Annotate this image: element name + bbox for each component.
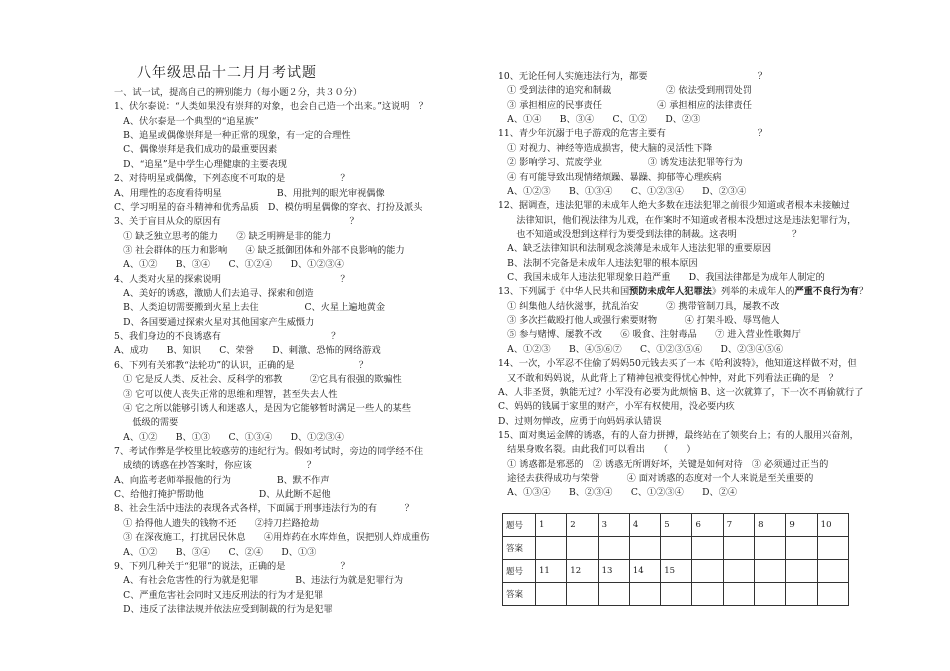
answer-cell[interactable]	[723, 537, 754, 560]
text-line: ① 诱惑都是邪恶的 ② 诱惑无所谓好坏，关键是如何对待 ③ 必须通过正当的	[498, 458, 829, 470]
question-number-cell: 7	[723, 514, 754, 537]
text-line: ① 它是反人类、反社会、反科学的邪教 ②它具有很强的欺骗性	[114, 374, 402, 386]
question-number-cell: 15	[661, 560, 692, 583]
text-line: ③ 社会群体的压力和影响 ④ 缺乏抵御团体和外部不良影响的能力	[114, 244, 405, 256]
text-line: 又不敢和妈妈说，从此背上了精神包袱变得忧心忡忡，对此下列看法正确的是 ？	[498, 372, 838, 384]
empty-cell	[786, 583, 817, 606]
answer-cell[interactable]	[629, 583, 660, 606]
empty-cell	[723, 560, 754, 583]
text-line: D、各国要通过探索火星对其他国家产生威慑力	[114, 316, 315, 328]
answer-cell[interactable]	[598, 537, 629, 560]
text-line: A、伏尔泰是一个典型的“追星族”	[114, 115, 259, 127]
text-line: B、追星或偶像崇拜是一种正常的现象，有一定的合理性	[114, 130, 351, 142]
text-line: A、有社会危害性的行为就是犯罪 B、违法行为就是犯罪行为	[114, 575, 404, 587]
text-line: A、①③④ B、②③④ C、①②③④ D、②④	[498, 487, 738, 499]
text-line: 5、我们身边的不良诱惑有 ？	[114, 331, 341, 343]
text-line: A、①④ B、③④ C、①② D、②③	[498, 114, 701, 126]
text-line: A、①②③ B、①③④ C、①②③④ D、②③④	[498, 185, 747, 197]
text-line: A、人非圣贤，孰能无过？小军没有必要为此烦恼 B、这一次就算了，下一次不再偷就行了	[498, 386, 864, 398]
text-line: 11、青少年沉溺于电子游戏的危害主要有 ？	[498, 128, 767, 140]
text-line: ① 缺乏独立思考的能力 ② 缺乏明辨是非的能力	[114, 230, 332, 242]
answer-table-row	[503, 560, 849, 583]
text-line: A、①② B、①③ C、①③④ D、①②③④	[114, 431, 344, 443]
answer-cell[interactable]	[536, 537, 567, 560]
text-line: A、缺乏法律知识和法制观念淡薄是未成年人违法犯罪的重要原因	[498, 243, 772, 255]
text-line: 14、一次，小军忍不住偷了妈妈50元钱去买了一本《哈利波特》，他知道这样做不对，但	[498, 358, 857, 370]
answer-table-row	[503, 537, 849, 560]
question-number-cell: 5	[661, 514, 692, 537]
text-line: 成绩的诱惑在抄答案时，你应该 ？	[114, 460, 317, 472]
answer-cell[interactable]	[536, 583, 567, 606]
question-number-label: 题号	[503, 514, 536, 537]
text-line: 2、对待明星或偶像，下列态度不可取的是 ？	[114, 173, 350, 185]
answer-cell[interactable]	[598, 583, 629, 606]
answer-cell[interactable]	[567, 537, 598, 560]
question-number-label: 题号	[503, 560, 536, 583]
answer-label: 答案	[503, 583, 536, 606]
answer-cell[interactable]	[661, 583, 692, 606]
answer-cell[interactable]	[786, 537, 817, 560]
text-line: ④ 有可能导致出现情绪烦躁、暴躁、抑郁等心理疾病	[498, 171, 722, 183]
text-line: A、①② B、③④ C、①②④ D、①②③④	[114, 259, 344, 271]
text-line: 7、考试作弊是学校里比较惑劳的违纪行为。假如考试时，旁边的同学经不住	[114, 446, 424, 457]
question-number-cell: 10	[817, 514, 848, 537]
answer-table-row	[503, 514, 849, 537]
text-line: 9、下列几种关于“犯罪”的说法，正确的是 ？	[114, 560, 350, 572]
text-line: 13、下列属于《中华人民共和国预防未成年人犯罪法》列举的未成年人的严重不良行为有？	[498, 286, 869, 298]
text-line: ③ 承担相应的民事责任 ④ 承担相应的法律责任	[498, 99, 752, 111]
text-line: A、①②③ B、④⑤⑥⑦ C、①②③⑤⑥ D、②③④⑤⑥	[498, 343, 784, 355]
text-line: B、人类迫切需要搬到火星上去住 C、火星上遍地黄金	[114, 302, 386, 314]
question-number-cell: 11	[536, 560, 567, 583]
question-number-cell: 2	[567, 514, 598, 537]
text-line: D、“追星”是中学生心理健康的主要表现	[114, 158, 287, 170]
question-number-cell: 8	[755, 514, 786, 537]
text-line: 1、伏尔泰说：“人类如果没有崇拜的对象，也会自己造一个出来。”这说明 ？	[114, 101, 428, 113]
text-line: 6、下列有关邪教“法轮功”的认识，正确的是 ？	[114, 359, 369, 371]
text-line: ④ 它之所以能够引诱人和迷惑人，是因为它能够暂时满足一些人的某些	[114, 402, 411, 414]
text-line: 结果身败名裂。由此我们可以看出 （ ）	[498, 444, 696, 456]
empty-cell	[817, 583, 848, 606]
text-line: ① 拾得他人遗失的钱物不还 ②持刀拦路抢劫	[114, 517, 320, 529]
text-line: ② 影响学习、荒废学业 ③ 诱发违法犯罪等行为	[498, 157, 743, 169]
text-line: ③ 在深夜施工，打扰居民休息 ④用炸药在水库炸鱼，误把别人炸成重伤	[114, 532, 430, 544]
answer-cell[interactable]	[661, 537, 692, 560]
question-number-cell: 3	[598, 514, 629, 537]
question-number-cell: 6	[692, 514, 723, 537]
answer-cell[interactable]	[755, 537, 786, 560]
text-line: ① 受到法律的追究和制裁 ② 依法受到刑罚处罚	[498, 85, 752, 97]
text-line: 12、据调查，违法犯罪的未成年人绝大多数在违法犯罪之前很少知道或者根本未接触过	[498, 200, 850, 212]
text-line: ③ 多次拦截殴打他人或强行索要财物 ④ 打架斗殴、辱骂他人	[498, 315, 780, 327]
question-number-cell: 4	[629, 514, 660, 537]
question-number-cell: 12	[567, 560, 598, 583]
text-line: B、法制不完备是未成年人违法犯罪的根本原因	[498, 257, 698, 269]
text-line: C、偶像崇拜是我们成功的最重要因素	[114, 144, 278, 156]
text-line: C、学习明星的奋斗精神和优秀品质 D、模仿明星偶像的穿衣、打扮及派头	[114, 201, 423, 213]
text-line: 8、社会生活中违法的表现各式各样，下面属于刑事违法行为的有 ？	[114, 503, 414, 515]
text-line: C、严重危害社会同时又违反刑法的行为才是犯罪	[114, 589, 324, 601]
text-line: D、过则勿惮改，应勇于向妈妈承认错误	[498, 415, 662, 427]
text-line: D、违反了法律法规并依法应受到制裁的行为是犯罪	[114, 603, 333, 615]
text-line: 低级的需要	[114, 417, 179, 429]
empty-cell	[817, 560, 848, 583]
question-number-cell: 13	[598, 560, 629, 583]
question-number-cell: 9	[786, 514, 817, 537]
empty-cell	[723, 583, 754, 606]
text-line: 15、面对奥运金牌的诱惑，有的人奋力拼搏，最终站在了领奖台上；有的人服用兴奋剂，	[498, 430, 859, 441]
answer-table	[502, 513, 849, 606]
empty-cell	[755, 560, 786, 583]
text-line: 一、试一试，提高自己的辨别能力（每小题２分，共３０分）	[114, 87, 363, 98]
answer-cell[interactable]	[817, 537, 848, 560]
text-line: 途径去获得成功与荣誉 ④ 面对诱惑的态度对一个人来说是至关重要的	[498, 473, 814, 485]
empty-cell	[692, 560, 723, 583]
empty-cell	[755, 583, 786, 606]
empty-cell	[692, 583, 723, 606]
text-line: 3、关于盲目从众的原因有 ？	[114, 216, 359, 228]
text-line: 也不知道或没想到这样行为要受到法律的制裁。这表明 ？	[498, 228, 802, 240]
text-line: 10、无论任何人实施违法行为，都要 ？	[498, 71, 767, 82]
answer-cell[interactable]	[629, 537, 660, 560]
text-line: A、美好的诱惑，激励人们去追寻、探索和创造	[114, 288, 314, 300]
question-number-cell: 14	[629, 560, 660, 583]
text-line: C、给他打掩护帮助他 D、从此断不起他	[114, 489, 331, 501]
answer-cell[interactable]	[567, 583, 598, 606]
question-number-cell: 1	[536, 514, 567, 537]
text-line: C、妈妈的钱属于家里的财产，小军有权使用，没必要内疚	[498, 401, 735, 413]
text-line: 法律知识，他们视法律为儿戏，在作案时不知道或者根本没想过这是违法犯罪行为，	[498, 214, 857, 226]
text-line: ① 对视力、神经等造成损害，使大脑的灵活性下降	[498, 142, 713, 154]
page-title: 八年级思品十二月月考试题	[137, 65, 317, 81]
text-line: A、成功 B、知识 C、荣誉 D、刺激、恐怖的网络游戏	[114, 345, 381, 357]
empty-cell	[786, 560, 817, 583]
text-line: ③ 它可以使人丧失正常的思维和理智，甚至失去人性	[114, 388, 338, 400]
text-line: ⑤ 参与赌博、屡教不改 ⑥ 吸食、注射毒品 ⑦ 进入营业性歌舞厅	[498, 329, 801, 341]
answer-label: 答案	[503, 537, 536, 560]
text-line: A、用理性的态度看待明星 B、用批判的眼光审视偶像	[114, 187, 385, 199]
answer-table-row	[503, 583, 849, 606]
answer-cell[interactable]	[692, 537, 723, 560]
text-line: A、向监考老师举报他的行为 B、默不作声	[114, 474, 330, 486]
text-line: 4、人类对火星的探索说明 ？	[114, 273, 350, 285]
text-line: C、我国未成年人违法犯罪现象日趋严重 D、我国法律都是为成年人制定的	[498, 272, 825, 284]
text-line: ① 纠集他人结伙滋事，扰乱治安 ② 携带管制刀具，屡教不改	[498, 300, 780, 312]
text-line: A、①② B、③④ C、②④ D、①③	[114, 546, 317, 558]
